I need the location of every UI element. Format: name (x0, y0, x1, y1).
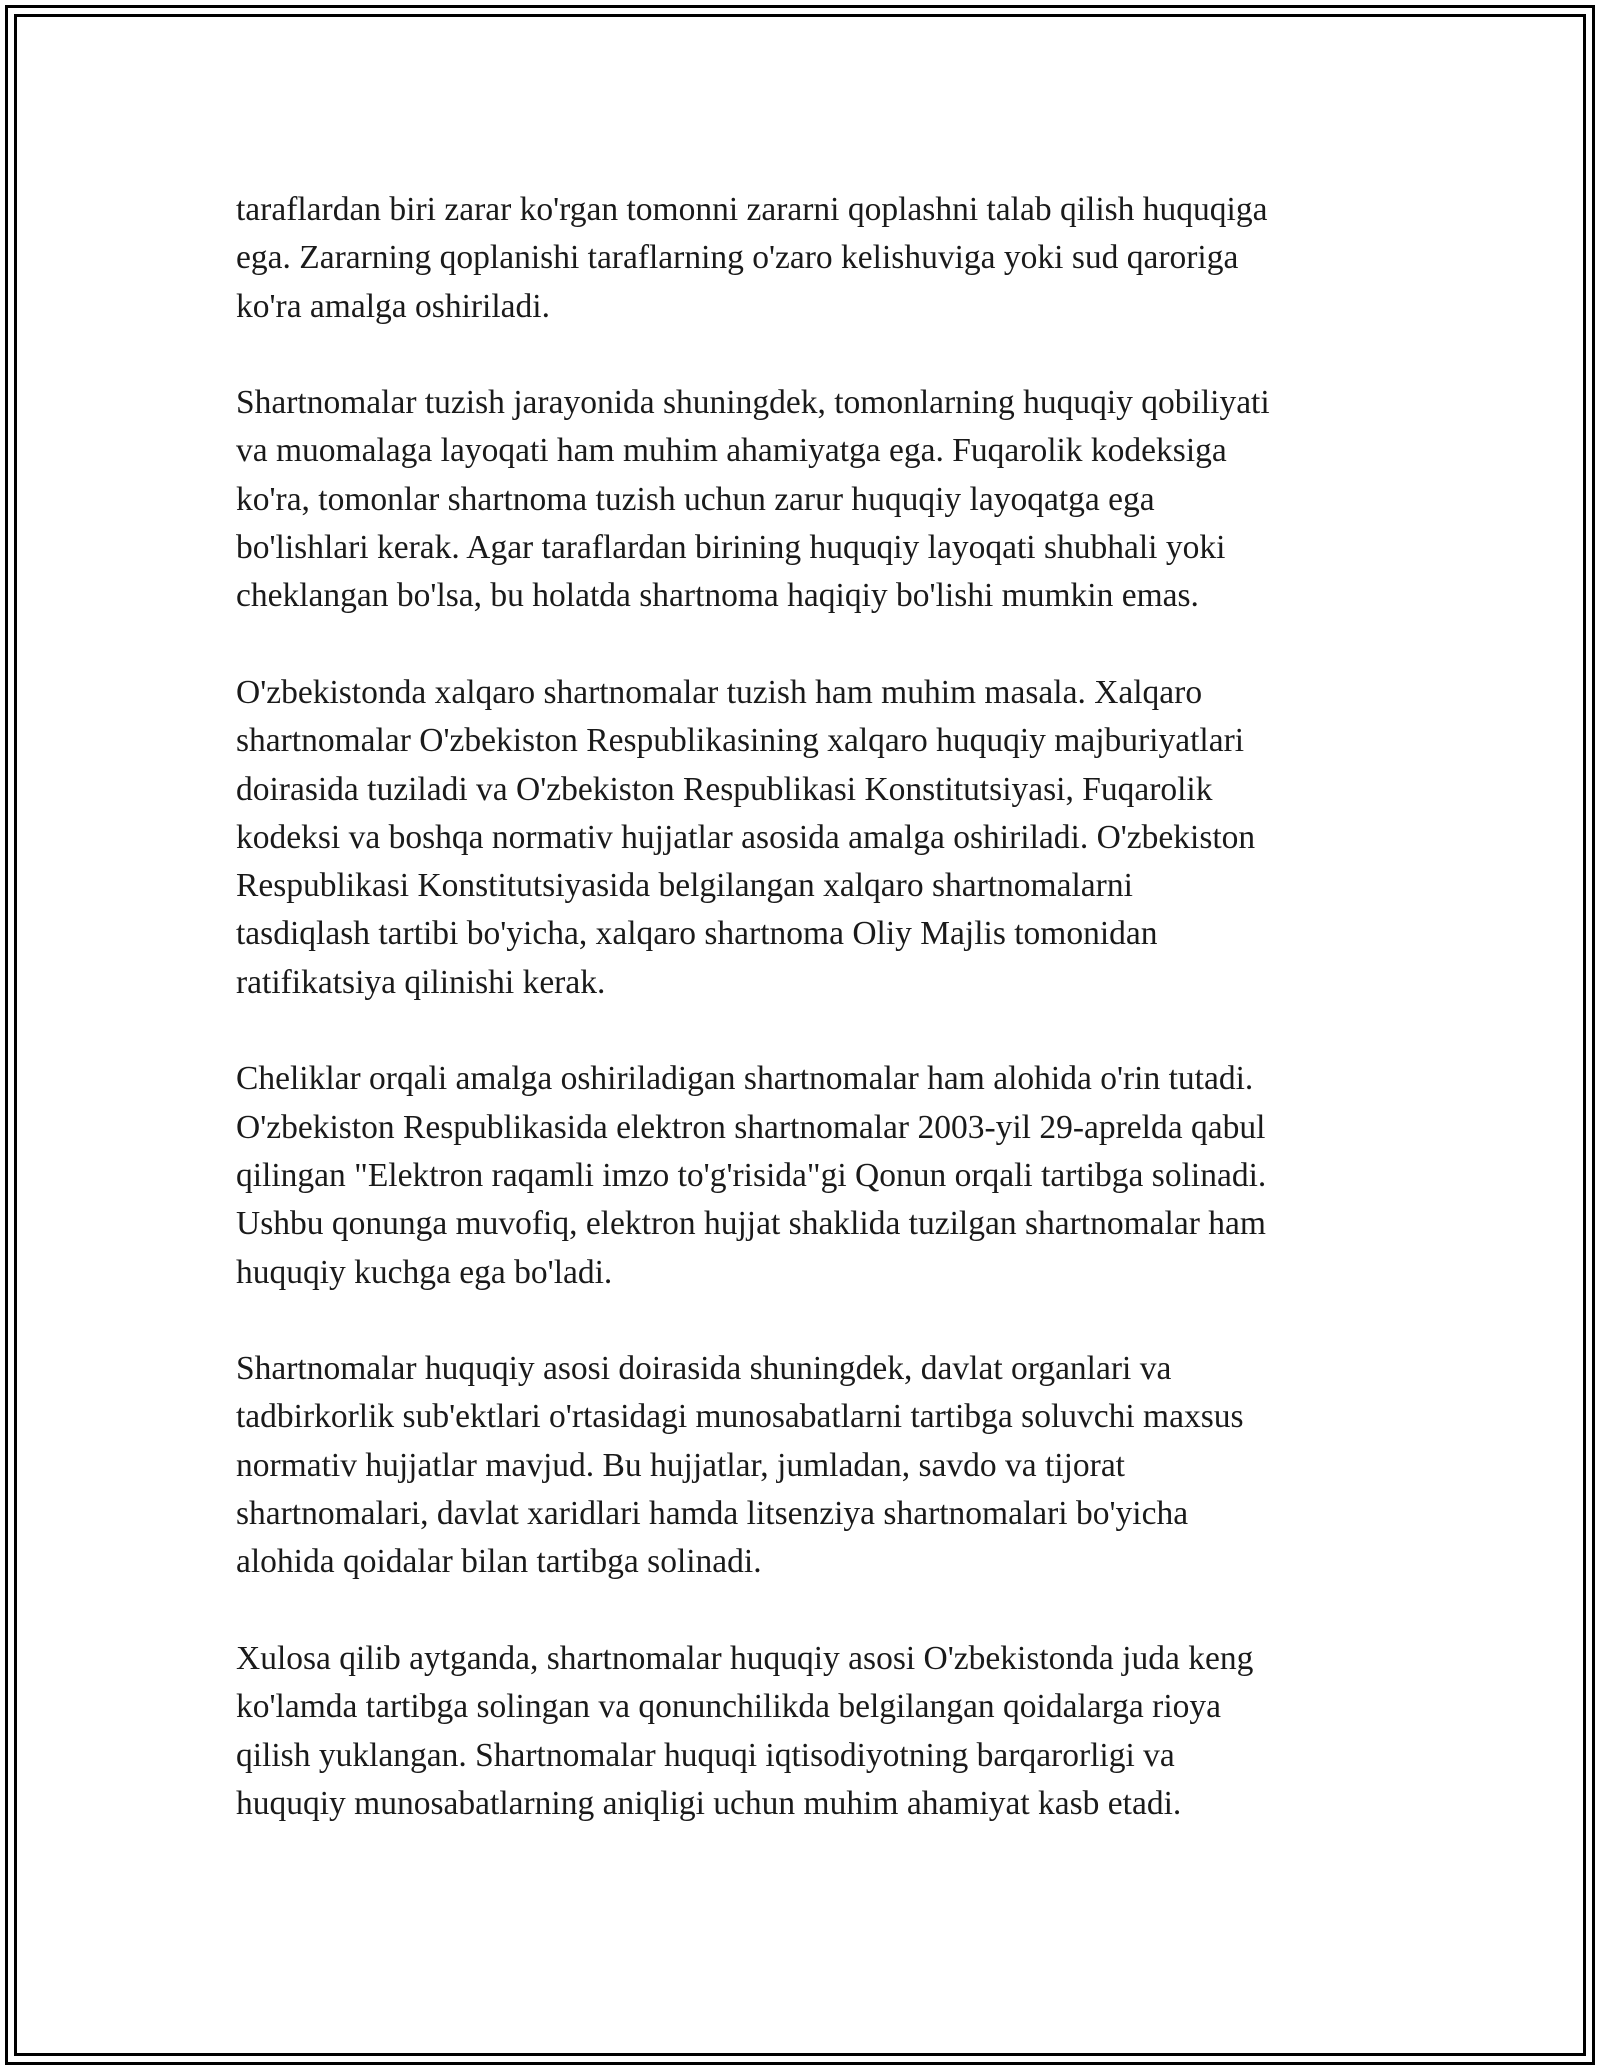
paragraph-legal-capacity: Shartnomalar tuzish jarayonida shuningdek, tomonlarning huquqiy qobiliyati va muomalaga layoqati ham muhim ahamiyatga ega. Fuqarolik kodeksiga ko'ra, tomonlar shartnoma tuzish uchun zarur huquqiy layoqatga ega bo'lishlari kerak. Agar taraflardan birining huquqiy layoqati shubhali yoki cheklangan bo'lsa, bu holatda shartnoma haqiqiy bo'lishi mumkin emas. (236, 384, 1270, 615)
paragraph-damage-compensation: taraflardan biri zarar ko'rgan tomonni zararni qoplashni talab qilish huquqiga ega. Zararning qoplanishi taraflarning o'zaro kelishuviga yoki sud qaroriga ko'ra amalga oshiriladi. (236, 191, 1268, 325)
document-body (236, 186, 1376, 1876)
paragraph-conclusion: Xulosa qilib aytganda, shartnomalar huquqiy asosi O'zbekistonda juda keng ko'lamda tartibga solingan va qonunchilikda belgilangan qoidalarga rioya qilish yuklangan. Shartnomalar huquqi iqtisodiyotning barqarorligi va huquqiy munosabatlarning aniqligi uchun muhim ahamiyat kasb etadi. (236, 1639, 1254, 1822)
paragraph-electronic-contracts: Cheliklar orqali amalga oshiriladigan shartnomalar ham alohida o'rin tutadi. O'zbekiston Respublikasida elektron shartnomalar 2003-yil 29-aprelda qabul qilingan "Elektron raqamli imzo to'g'risida"gi Qonun orqali tartibga solinadi. Ushbu qonunga muvofiq, elektron hujjat shaklida tuzilgan shartnomalar ham huquqiy kuchga ega bo'ladi. (236, 1060, 1267, 1291)
paragraph-international-contracts: O'zbekistonda xalqaro shartnomalar tuzish ham muhim masala. Xalqaro shartnomalar O'zbekiston Respublikasining xalqaro huquqiy majburiyatlari doirasida tuziladi va O'zbekiston Respublikasi Konstitutsiyasi, Fuqarolik kodeksi va boshqa normativ hujjatlar asosida amalga oshiriladi. O'zbekiston Respublikasi Konstitutsiyasida belgilangan xalqaro shartnomalarni tasdiqlash tartibi bo'yicha, xalqaro shartnoma Oliy Majlis tomonidan ratifikatsiya qilinishi kerak. (236, 673, 1256, 1001)
paragraph-special-regulations: Shartnomalar huquqiy asosi doirasida shuningdek, davlat organlari va tadbirkorlik sub'ektlari o'rtasidagi munosabatlarni tartibga soluvchi maxsus normativ hujjatlar mavjud. Bu hujjatlar, jumladan, savdo va tijorat shartnomalari, davlat xaridlari hamda litsenziya shartnomalari bo'yicha alohida qoidalar bilan tartibga solinadi. (236, 1350, 1244, 1581)
